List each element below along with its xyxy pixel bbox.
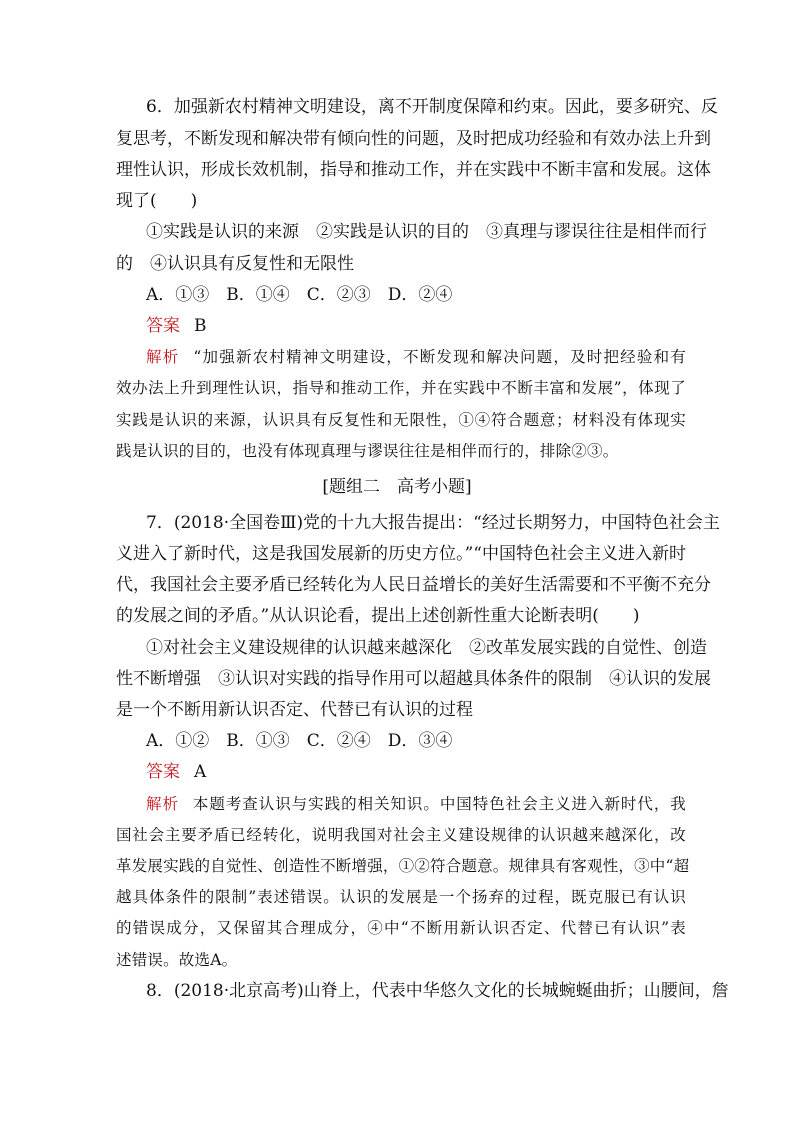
q7-statements-line-2: 性不断增强 ③认识对实践的指导作用可以超越具体条件的限制 ④认识的发展 [116,669,711,689]
q6-stem-line-1: 6．加强新农村精神文明建设，离不开制度保障和约束。因此，要多研究、反 [146,97,718,117]
answer-value: A [194,762,207,782]
q6-stem-line-2: 复思考，不断发现和解决带有倾向性的问题，及时把成功经验和有效办法上升到 [116,129,711,149]
analysis-label: 解析 [146,795,179,813]
q6-statements-line-1: ①实践是认识的来源 ②实践是认识的目的 ③真理与谬误往往是相伴而行 [146,222,707,242]
q7-statements-line-3: 是一个不断用新认识否定、代替已有认识的过程 [116,700,473,720]
q6-statements-line-2: 的 ④认识具有反复性和无限性 [116,254,354,274]
analysis-text: “加强新农村精神文明建设，不断发现和解决问题，及时把经验和有 [193,348,686,366]
group-heading: [题组二 高考小题] [322,477,472,497]
analysis-text: 本题考查认识与实践的相关知识。中国特色社会主义进入新时代，我 [192,795,686,813]
q6-stem-line-4: 现了( ) [116,191,198,211]
q7-stem-line-1: 7．(2018·全国卷Ⅲ)党的十九大报告提出：“经过长期努力，中国特色社会主 [146,513,720,533]
q7-analysis-line-6: 述错误。故选A。 [116,951,238,969]
q7-analysis-line-3: 革发展实践的自觉性、创造性不断增强，①②符合题意。规律具有客观性，③中“超 [116,857,690,875]
q7-answer [146,761,686,783]
q7-stem-line-4: 的发展之间的矛盾。”从认识论看，提出上述创新性重大论断表明( ) [116,606,640,626]
q7-stem-line-2: 义进入了新时代，这是我国发展新的历史方位。”“中国特色社会主义进入新时 [116,544,686,564]
q8-stem-line-1: 8．(2018·北京高考)山脊上，代表中华悠久文化的长城蜿蜒曲折；山腰间，詹 [146,981,729,1001]
q6-options: A．①③ B．①④ C．②③ D．②④ [146,285,453,305]
q7-analysis-line-1 [146,793,686,815]
q6-analysis-line-2: 效办法上升到理性认识，指导和推动工作，并在实践中不断丰富和发展”，体现了 [116,379,686,397]
answer-label: 答案 [146,316,180,336]
answer-value: B [194,316,207,336]
q6-analysis-line-1 [146,346,686,368]
q7-analysis-line-5: 的错误成分，又保留其合理成分，④中“不断用新认识否定、代替已有认识”表 [116,919,686,937]
q7-analysis-line-4: 越具体条件的限制”表述错误。认识的发展是一个扬弃的过程，既克服已有认识 [116,888,686,906]
q6-stem-line-3: 理性认识，形成长效机制，指导和推动工作，并在实践中不断丰富和发展。这体 [116,160,711,180]
q6-answer [146,315,686,337]
answer-label: 答案 [146,762,180,782]
analysis-label: 解析 [146,348,180,366]
q7-analysis-line-2: 国社会主要矛盾已经转化，说明我国对社会主义建设规律的认识越来越深化，改 [116,826,686,844]
q6-analysis-line-4: 践是认识的目的，也没有体现真理与谬误往往是相伴而行的，排除②③。 [116,442,619,460]
q6-analysis-line-3: 实践是认识的来源，认识具有反复性和无限性，①④符合题意；材料没有体现实 [116,411,686,429]
q7-statements-line-1: ①对社会主义建设规律的认识越来越深化 ②改革发展实践的自觉性、创造 [146,638,707,658]
q7-options: A．①② B．①③ C．②④ D．③④ [146,731,453,751]
q7-stem-line-3: 代，我国社会主要矛盾已经转化为人民日益增长的美好生活需要和不平衡不充分 [116,575,711,595]
